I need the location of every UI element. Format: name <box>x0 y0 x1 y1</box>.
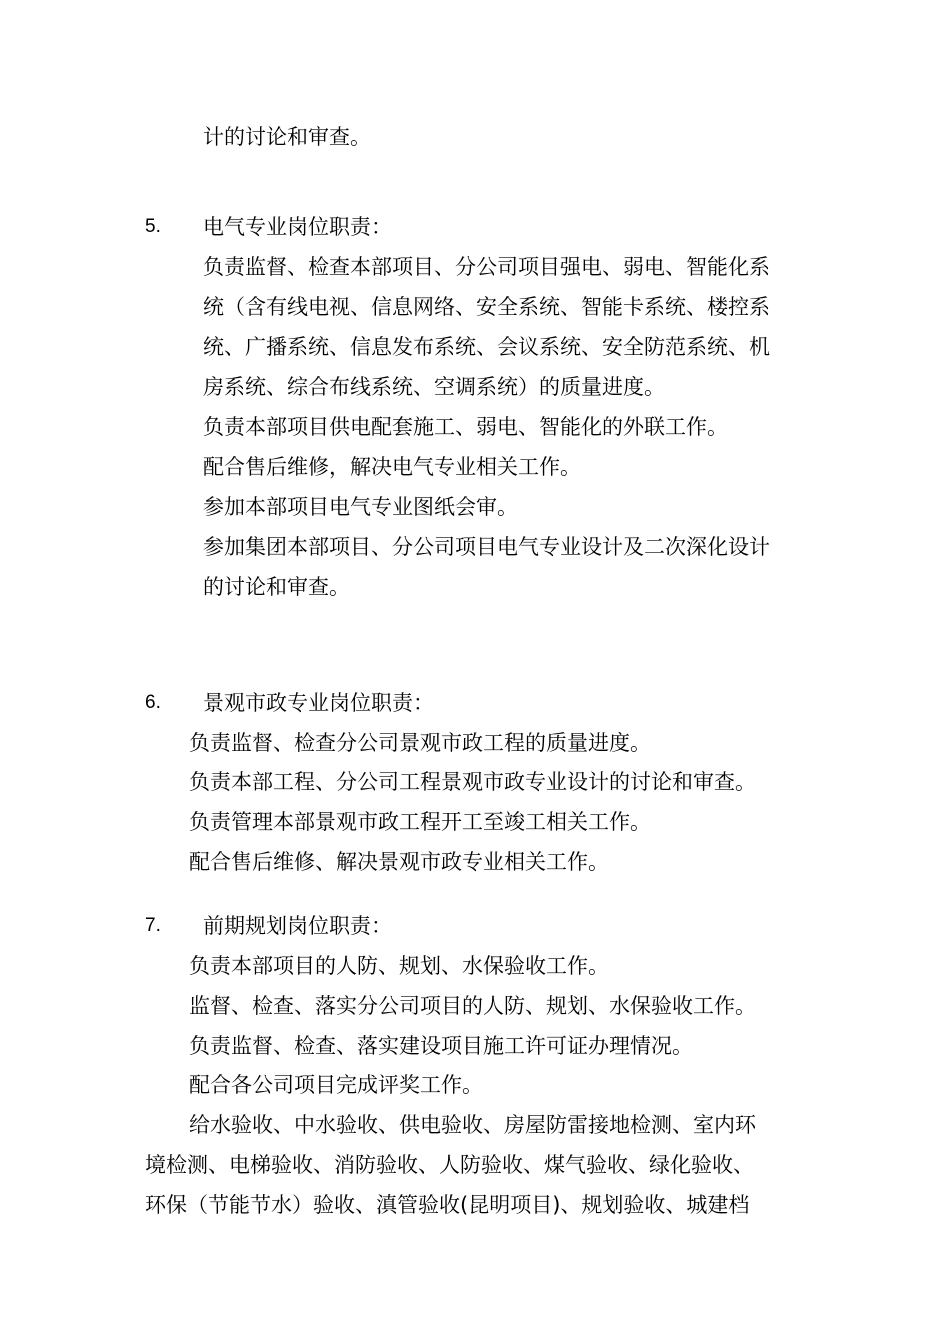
section-5-number: 5. <box>145 216 161 237</box>
section-7-heading: 前期规划岗位职责： <box>203 914 392 938</box>
section-5-line: 配合售后维修，解决电气专业相关工作。 <box>203 455 581 479</box>
section-7-line: 配合各公司项目完成评奖工作。 <box>189 1073 483 1097</box>
section-5-line: 房系统、综合布线系统、空调系统）的质量进度。 <box>203 375 665 399</box>
section-5-line: 的讨论和审查。 <box>203 575 350 599</box>
section-5-line: 参加集团本部项目、分公司项目电气专业设计及二次深化设计 <box>203 535 770 559</box>
section-6-heading: 景观市政专业岗位职责： <box>203 691 434 715</box>
section-7-line: 负责本部项目的人防、规划、水保验收工作。 <box>189 954 609 978</box>
section-5-heading: 电气专业岗位职责： <box>203 215 392 239</box>
section-6-line: 负责监督、检查分公司景观市政工程的质量进度。 <box>189 731 651 755</box>
section-6-line: 负责本部工程、分公司工程景观市政专业设计的讨论和审查。 <box>189 770 756 794</box>
section-7-line: 境检测、电梯验收、消防验收、人防验收、煤气验收、绿化验收、 <box>145 1153 754 1177</box>
section-5-line: 负责监督、检查本部项目、分公司项目强电、弱电、智能化系 <box>203 255 770 279</box>
section-7-line: 给水验收、中水验收、供电验收、房屋防雷接地检测、室内环 <box>189 1113 756 1137</box>
section-7-line: 负责监督、检查、落实建设项目施工许可证办理情况。 <box>189 1034 693 1058</box>
section-7-line: 监督、检查、落实分公司项目的人防、规划、水保验收工作。 <box>189 994 756 1018</box>
section-6-line: 配合售后维修、解决景观市政专业相关工作。 <box>189 850 609 874</box>
section-7-line: 环保（节能节水）验收、滇管验收(昆明项目)、规划验收、城建档 <box>145 1193 750 1217</box>
continuation-line: 计的讨论和审查。 <box>203 125 371 149</box>
section-6-line: 负责管理本部景观市政工程开工至竣工相关工作。 <box>189 810 651 834</box>
section-5-line: 统、广播系统、信息发布系统、会议系统、安全防范系统、机 <box>203 335 770 359</box>
section-5-line: 负责本部项目供电配套施工、弱电、智能化的外联工作。 <box>203 415 728 439</box>
section-7-number: 7. <box>145 915 161 936</box>
section-5-line: 统（含有线电视、信息网络、安全系统、智能卡系统、楼控系 <box>203 295 770 319</box>
section-5-line: 参加本部项目电气专业图纸会审。 <box>203 495 518 519</box>
section-6-number: 6. <box>145 692 161 713</box>
